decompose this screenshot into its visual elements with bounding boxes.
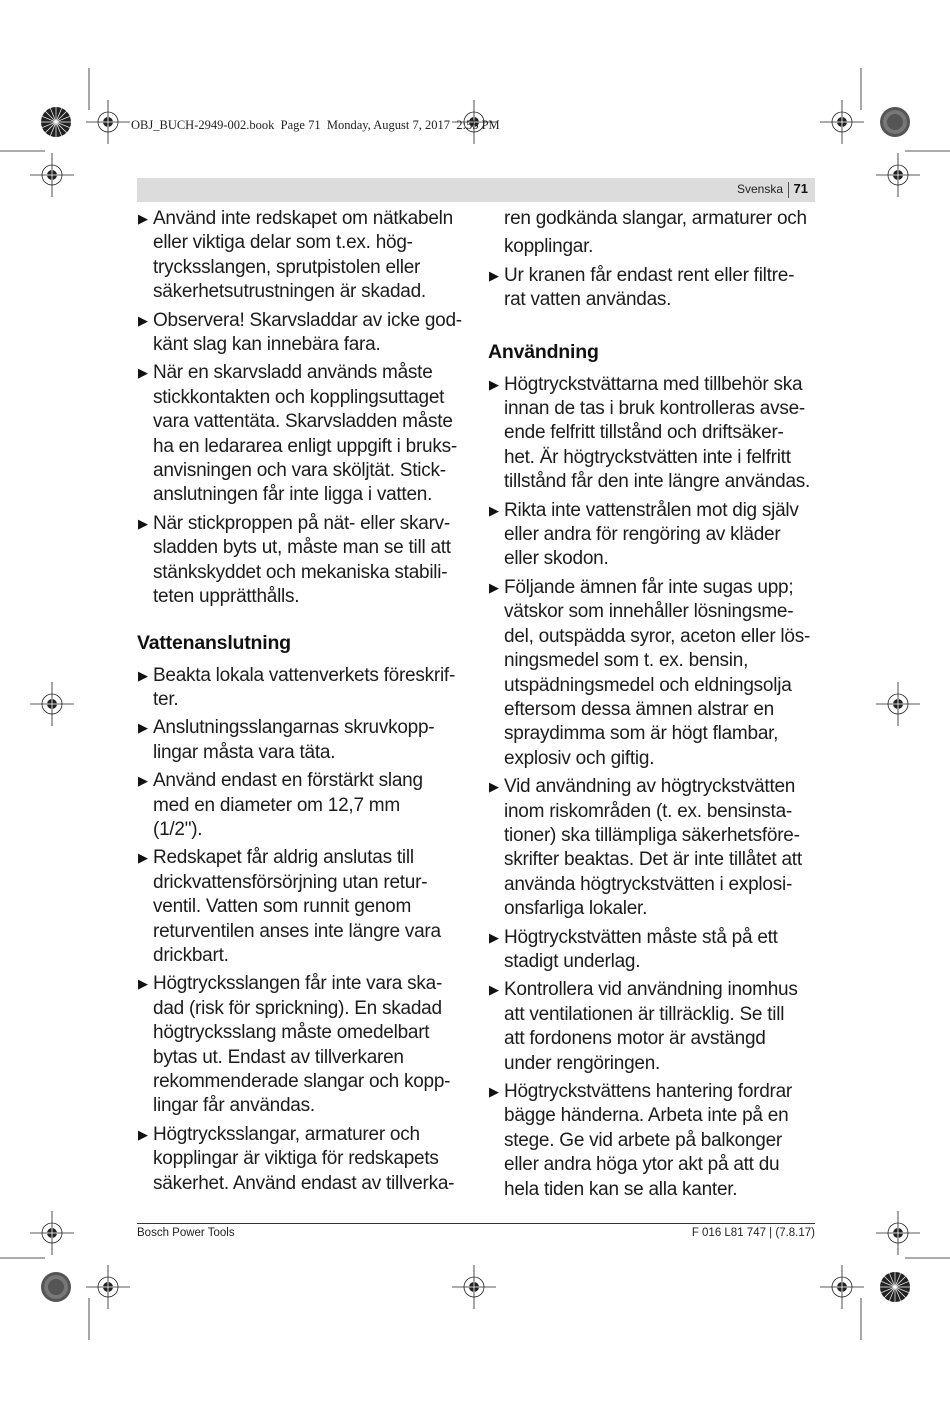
safety-list [137,207,477,610]
bullet-arrow-icon: ▶ [489,929,499,945]
bullet-arrow-icon: ▶ [489,1084,499,1099]
text-line: stege. Ge vid arbete på balkonger [504,1129,782,1151]
text-line: eller andra för rengöring av kläder [504,524,781,546]
bullet-arrow-icon: ▶ [138,515,148,531]
text-line: kopplingar är viktiga för redskapets [153,1148,439,1170]
text-line: rekommenderade slangar och kopp- [153,1071,451,1092]
text-line: ha en ledararea enligt uppgift i bruks- [153,435,457,457]
text-line: teten upprätthålls. [153,586,300,608]
list-item [488,576,818,771]
bullet-arrow-icon: ▶ [138,720,148,736]
bullet-arrow-icon: ▶ [138,365,148,381]
running-header [137,178,815,202]
bullet-arrow-icon: ▶ [138,976,148,992]
list-item [137,769,477,842]
text-line: ren godkända slangar, armaturer och [504,208,807,229]
list-item [488,926,818,975]
crosshair-mark-top-left-2 [30,153,74,197]
text-line: Använd endast en förstärkt slang [153,770,423,792]
crosshair-mark-top-right-2 [876,153,920,197]
bullet-arrow-icon: ▶ [138,1126,148,1142]
text-line: bägge händerna. Arbeta inte på en [504,1105,789,1127]
text-line: Följande ämnen får inte sugas upp; [504,576,794,598]
text-line: att ventilationen är tillräcklig. Se till [504,1003,785,1025]
list-item [137,664,477,713]
text-line: drickbart. [153,944,229,966]
text-line: del, outspädda syror, aceton eller lös- [504,625,811,647]
text-line: Högtryckstvättarna med tillbehör ska [504,373,803,395]
text-line: vätskor som innehåller lösningsme- [504,601,794,623]
text-line: Rikta inte vattenstrålen mot dig själv [504,499,799,521]
footer-document-code: F 016 L81 747 | (7.8.17) [691,1227,815,1239]
text-line: Högtrycksslangen får inte vara ska- [153,973,443,995]
text-line: kopplingar. [504,236,594,258]
text-line: Redskapet får aldrig anslutas till [153,847,414,869]
text-line: anvisningen och vara sköljtät. Stick- [153,460,446,482]
text-line: het. Är högtryckstvätten inte i felfritt [504,446,791,468]
text-line: stadigt underlag. [504,950,641,972]
text-line: dad (risk för sprickning). En skadad [153,997,442,1019]
disc-mark-bottom-left [41,1272,71,1302]
left-column [137,207,477,1196]
starburst-mark-bottom-right [880,1272,910,1302]
footer-rule [137,1223,815,1224]
text-line: Anslutningsslangarnas skruvkopp- [153,717,435,739]
text-line: Ur kranen får endast rent eller filtre- [504,264,795,286]
text-line: säkerhet. Använd endast av tillverka- [153,1172,455,1194]
text-line: Vid användning av högtryckstvätten [504,776,796,798]
text-line: trycksslangen, sprutpistolen eller [153,256,421,278]
text-line: När en skarvsladd används måste [153,362,433,384]
list-item [137,512,477,610]
list-item [137,309,477,358]
text-line: under rengöringen. [504,1052,661,1074]
text-line: returventilen anses inte längre vara [153,920,441,942]
text-line: Använd inte redskapet om nätkabeln [153,208,453,229]
text-line: lingar får användas. [153,1095,315,1117]
usage-section [488,339,818,1202]
header-language: Svenska [736,182,783,196]
text-line: Högtrycksslangar, armaturer och [153,1123,420,1145]
text-line: explosiv och giftig. [504,747,655,769]
list-item [137,1123,477,1196]
crosshair-mark-top-left [86,100,130,144]
text-line: anslutningen får inte ligga i vatten. [153,484,433,506]
text-line: stickkontakten och kopplingsuttaget [153,386,445,408]
text-line: stänkskyddet och mekaniska stabili- [153,561,448,583]
bullet-arrow-icon: ▶ [489,579,499,595]
disc-mark-top-right [880,107,910,137]
list-item [137,972,477,1118]
text-line: Beakta lokala vattenverkets föreskrif- [153,664,456,686]
text-line: skrifter beaktas. Det är inte tillåtet att [504,849,802,871]
crosshair-mark-bottom-right-2 [876,1211,920,1255]
text-line: använda högtryckstvätten i explosi- [504,873,793,895]
header-divider [788,182,789,198]
bullet-arrow-icon: ▶ [138,850,148,866]
text-line: Observera! Skarvsladdar av icke god- [153,309,462,331]
text-line: Kontrollera vid användning inomhus [504,979,798,1001]
book-info-line: OBJ_BUCH-2949-002.book Page 71 Monday, August 7, 2017 2:55 PM [131,118,500,132]
text-line: ter. [153,688,179,710]
bullet-arrow-icon: ▶ [138,312,148,328]
list-item [488,775,818,921]
bullet-arrow-icon: ▶ [489,779,499,795]
text-line: spraydimma som är högt flambar, [504,723,779,745]
bullet-arrow-icon: ▶ [138,211,148,226]
text-line: drickvattensförsörjning utan retur- [153,871,428,893]
text-line: sladden byts ut, måste man se till att [153,537,451,559]
starburst-mark-top-left [41,107,71,137]
text-line: vara vattentäta. Skarvsladden måste [153,411,453,433]
section-heading: Användning [488,340,599,363]
text-line: ningsmedel som t. ex. bensin, [504,650,749,672]
list-item [488,1080,818,1202]
bullet-arrow-icon: ▶ [138,773,148,789]
text-line: eftersom dessa ämnen alstrar en [504,698,774,720]
page-number: 71 [793,181,808,196]
text-line: tioner) ska tillämpliga säkerhetsföre- [504,824,800,846]
crosshair-mark-top-right [820,100,864,144]
list-item [137,207,477,305]
text-line: känt slag kan innebära fara. [153,334,381,356]
text-line: bytas ut. Endast av tillverkaren [153,1046,404,1068]
text-line: ventil. Vatten som runnit genom [153,896,412,918]
text-line: rat vatten användas. [504,289,672,311]
text-line: När stickproppen på nät- eller skarv- [153,512,450,534]
text-line: ende felfritt tillstånd och driftsäker- [504,422,784,444]
crosshair-mark-bottom-left-2 [30,1211,74,1255]
footer-brand: Bosch Power Tools [137,1227,235,1239]
crosshair-mark-bottom-center [452,1265,496,1309]
water-connection-section [137,630,477,1197]
text-line: inom riskområden (t. ex. bensinsta- [504,800,792,822]
text-line: med en diameter om 12,7 mm [153,794,400,816]
text-line: att fordonens motor är avstängd [504,1028,766,1050]
section-heading: Vattenanslutning [137,631,291,654]
text-line: (1/2"). [153,818,203,840]
text-line: tillstånd får den inte längre användas. [504,471,811,493]
list-item [488,264,818,313]
text-line: eller andra höga ytor akt på att du [504,1154,780,1176]
bullet-arrow-icon: ▶ [489,502,499,518]
list-item [488,978,818,1076]
crosshair-mark-mid-right [876,682,920,726]
list-item [137,846,477,968]
bullet-arrow-icon: ▶ [489,267,499,283]
text-line: Högtryckstvätten måste stå på ett [504,926,778,948]
continued-item [488,207,818,260]
list-item [488,499,818,572]
text-line: hela tiden kan se alla kanter. [504,1178,738,1200]
list-item [137,716,477,765]
text-line: onsfarliga lokaler. [504,898,648,920]
text-line: Högtryckstvättens hantering fordrar [504,1081,792,1102]
text-line: eller skodon. [504,548,609,570]
text-line: innan de tas i bruk kontrolleras avse- [504,398,805,420]
crosshair-mark-bottom-right [820,1265,864,1309]
list-item [488,373,818,495]
crosshair-mark-mid-left [30,682,74,726]
crosshair-mark-bottom-left [86,1265,130,1309]
bullet-arrow-icon: ▶ [138,667,148,683]
list-item [137,361,477,507]
bullet-arrow-icon: ▶ [489,982,499,998]
text-line: eller viktiga delar som t.ex. hög- [153,232,413,254]
text-line: utspädningsmedel och eldningsolja [504,674,792,696]
text-line: högtrycksslang måste omedelbart [153,1022,430,1044]
text-line: säkerhetsutrustningen är skadad. [153,281,426,303]
bullet-arrow-icon: ▶ [489,376,499,392]
right-column [488,207,818,1202]
text-line: lingar måsta vara täta. [153,741,336,763]
